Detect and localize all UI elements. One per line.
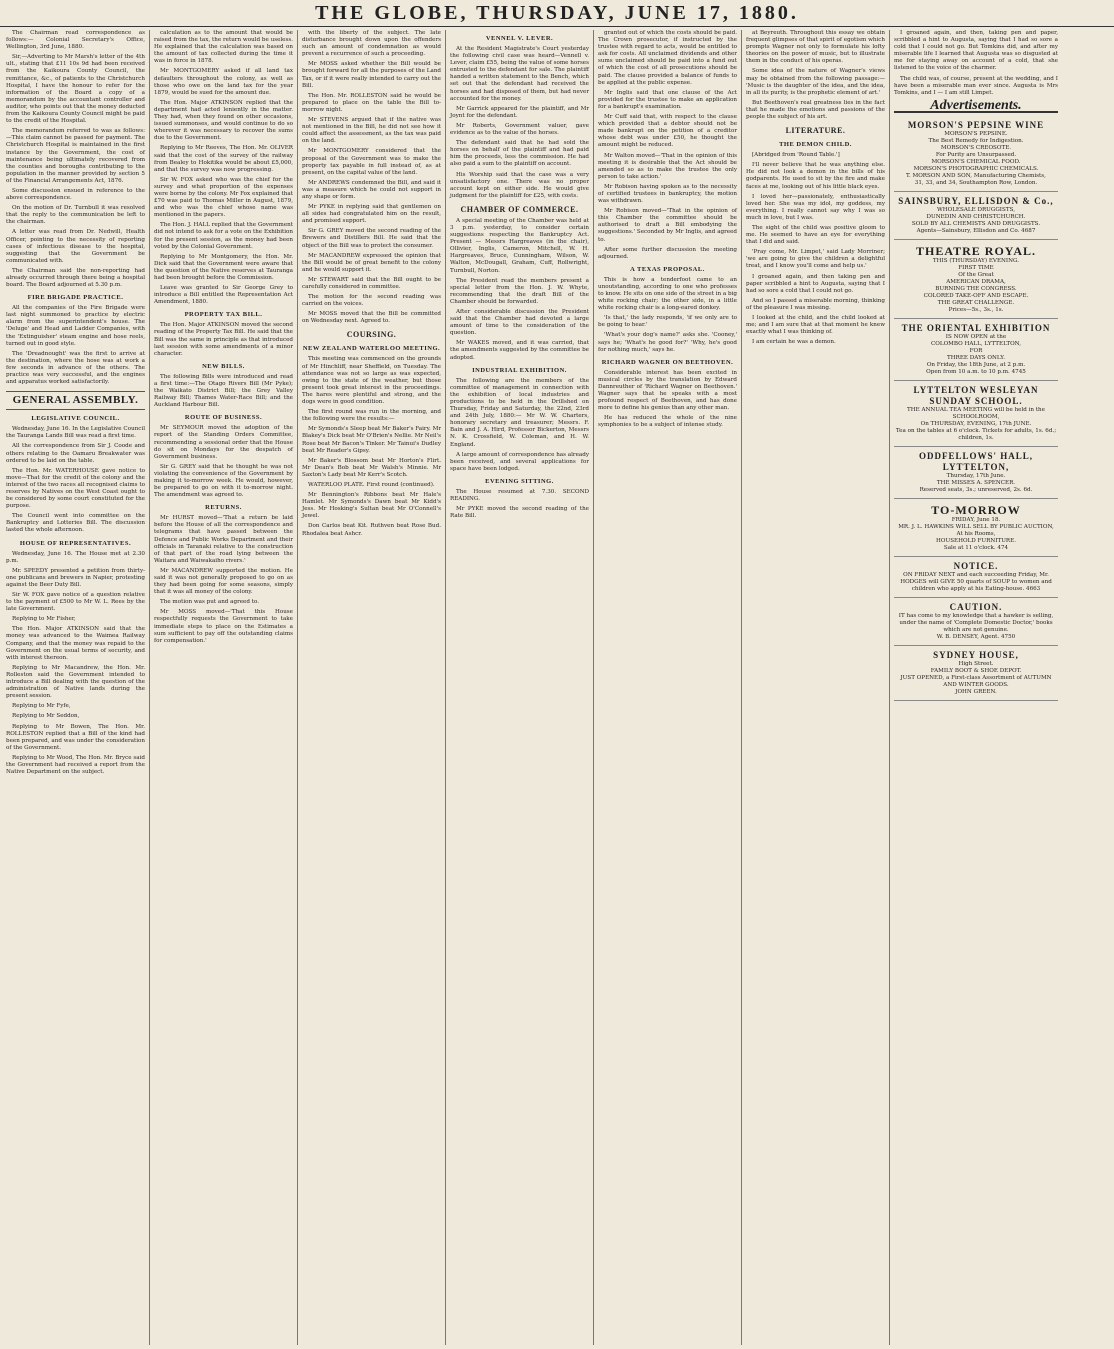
article-paragraph: The following Bills were introduced and read a first time:—The Otago Rivers Bill (Mr Pyke); the Waikato District Bill; the Grey Valley Railway Bill; Thames Water-Race Bill; and the Auckland Harbour Bill. [154, 373, 293, 409]
article-paragraph: Mr Robison moved—'That in the opinion of this Chamber the committee should be authorised to draft a Bill embodying the suggestions.' Seconded by Mr Inglis, and agreed to. [598, 208, 737, 243]
advertisement-line: MR. J. L. HAWKINS WILL SELL BY PUBLIC AUCTION, [898, 523, 1054, 530]
article-paragraph: The child was, of course, present at the wedding, and I have been a miserable man ever since. Augusta is Mrs Tomkins, and I — I am still Limpet. [894, 75, 1058, 96]
columns [2, 30, 1112, 1345]
advertisement-line: SCHOOLROOM, [952, 413, 1000, 420]
article-paragraph: [Abridged from 'Round Table.'] [752, 152, 840, 159]
article-paragraph: Sir W. FOX asked who was the chief for the survey and what proportion of the expenses were borne by the colony. Mr Fox explained that £70 was paid to Thomas Miller in August, 1879, and who was the chief whose name was mentioned in the papers. [154, 176, 293, 219]
article-paragraph: Leave was granted to Sir George Grey to introduce a Bill entitled the Representation Act Amendment, 1880. [154, 285, 293, 306]
advertisement-title: THE ORIENTAL EXHIBITION [901, 322, 1051, 333]
article-paragraph: Replying to Mr Reeves, The Hon. Mr. OLIVER said that the cost of the survey of the railway from Bealey to Hokitika would be about £5,000, and that the survey was now progressing. [154, 145, 293, 173]
advertisement-line: Agents—Sainsbury, Ellisdon and Co. 4687 [916, 227, 1036, 234]
article-paragraph: The first round was run in the morning, and the following were the results:— [302, 409, 441, 423]
article-paragraph: A letter was read from Dr. Nedwill, Health Officer, pointing to the necessity of reporting cases of infectious disease to the hospital, suggesting that the Government be communicated with. [6, 229, 145, 264]
article-paragraph: I looked at the child, and the child looked at me; and I am sure that at that moment he knew exactly what I was thinking of. [746, 315, 885, 336]
advertisement-title: TO-MORROW [931, 502, 1021, 517]
article-paragraph: calculation as to the amount that would be raised from the tax, the return would be useless. He explained that the calculation was based on the amount of tax collected during the time it was in force in 1878. [154, 30, 293, 65]
advertisement-line: HOUSEHOLD FURNITURE. [936, 537, 1016, 544]
advertisement [894, 240, 1058, 319]
advertisement-line: BURNING THE CONGRESS. [935, 285, 1017, 292]
article-paragraph: The following are the members of the committee of management in connection with the exhibition of local industries and productions to be held in the Drillshed on Thursday, Friday and Saturday, the 22nd, 23rd and 24th July, 1880:— Mr W. W. Charters, honorary secretary and treasurer; Messrs. F. Bain and J. A. Hird, Professor Bickerton, Messrs N. K. Crossfield, W. Coleman, and H. W. England. [450, 377, 589, 448]
article-paragraph: 'Is that,' the lady responds, 'if we only are to be going to hear.' [598, 315, 737, 329]
advertisement-line: MORSON'S CREOSOTE. [940, 144, 1012, 151]
article-paragraph: After some further discussion the meeting adjourned. [598, 246, 737, 260]
advertisement-title: CAUTION. [949, 601, 1003, 612]
advertisement [894, 192, 1058, 240]
advertisement [894, 557, 1058, 598]
article-paragraph: This is how a tenderfoot came to an unoutstanding, according to one who professes to know. He sits on one side of the street in a big white rocking chair; the other side, in a little white rocking chair is a long-eared donkey. [598, 276, 737, 312]
advertisement-line: Of the Great [958, 271, 994, 278]
article-paragraph: Replying to Mr Bowen, The Hon. Mr. ROLLESTON replied that a Bill of the kind had been prepared, and was under the consideration of the Government. [6, 723, 145, 751]
advertisement-line: FAMILY BOOT & SHOE DEPOT. [930, 667, 1022, 674]
article-paragraph: Mr PYKE moved the second reading of the Rate Bill. [450, 506, 589, 520]
article-paragraph: Mr Roberts, Government valuer, gave evidence as to the value of the horses. [450, 122, 589, 137]
article-heading: A TEXAS PROPOSAL. [630, 265, 705, 273]
article-paragraph: 'What's your dog's name?' asks she. 'Cooney,' says he; 'What's he good for?' 'Why, he's good for nothing much,' says he. [598, 332, 737, 353]
article-heading: NEW BILLS. [202, 362, 245, 370]
article-paragraph: The Council went into committee on the Bankruptcy and Lotteries Bill. The discussion lasted the whole afternoon. [6, 513, 145, 534]
article-paragraph: Replying to Mr Fyfe, [12, 703, 71, 710]
article-paragraph: Wednesday, June 16. The House met at 2.30 p.m. [6, 550, 145, 564]
advertisement-line: JOHN GREEN. [955, 688, 997, 695]
article-heading: THE DEMON CHILD. [779, 141, 852, 149]
advertisement-title: LYTTELTON WESLEYAN SUNDAY SCHOOL. [913, 384, 1039, 406]
article-heading: NEW ZEALAND WATERLOO MEETING. [302, 345, 441, 353]
advertisement-title: NOTICE. [953, 560, 999, 571]
article-paragraph: At the Resident Magistrate's Court yesterday the following civil case was heard—Vennell v. Lever, claim £55, being the value of some horses entrusted to the defendant for sale. The plaintiff handed a written statement to the Bench, which set out that the defendant had received the horses and had disposed of them, but had never accounted for the money. [450, 46, 589, 102]
advertisement-line: COLOMBO HALL, LYTTELTON, [931, 340, 1021, 347]
advertisement-line: THIS (THURSDAY) EVENING. [932, 257, 1020, 264]
article-paragraph: The defendant said that he had sold the horses on behalf of the plaintiff and had paid him the proceeds, less the commission. He had also paid a sum to the plaintiff on account. [450, 140, 589, 168]
article-paragraph: A special meeting of the Chamber was held at 3 p.m. yesterday, to consider certain suggestions respecting the Bankruptcy Act. Present — Messrs Hargreaves (in the chair), Ollivier, Inglis, Cameron, Mitchell, W. H. Hargreaves, Bruce, Cunningham, Wilson, W. Walton, McDougall, Graham, Cuff, Rollwright, Turnbull, Norton. [450, 217, 589, 274]
article-paragraph: And so I passed a miserable morning, thinking of the pleasure I was missing. [746, 297, 885, 311]
article-paragraph: The Hon. Mr. WATERHOUSE gave notice to move—That for the credit of the colony and the interest of the two races all recognised claims to reserves by Natives on the West Coast ought to be considered by some court constituted for the purpose. [6, 467, 145, 510]
advertisement-line: Reserved seats, 3s.; unreserved, 2s. 6d. [919, 486, 1033, 493]
article-paragraph: Mr STEWART said that the Bill ought to be carefully considered in committee. [302, 276, 441, 290]
article-paragraph: Sir W. FOX gave notice of a question relative to the payment of £500 to Mr W. L. Rees by the late Government. [6, 592, 145, 613]
article-paragraph: The Hon. Major ATKINSON said that the money was advanced to the Waimea Railway Company, and that the money was repaid to the Government on the usual terms of security, and with interest thereon. [6, 626, 145, 661]
article-paragraph: I am certain he was a demon. [752, 339, 836, 346]
article-heading: COURSING. [346, 330, 397, 340]
article-paragraph: The motion was put and agreed to. [160, 599, 260, 606]
article-paragraph: I loved her—passionately, enthusiastically loved her. She was my idol, my goddess, my everything. I really cannot say why I was so much in love, but I was. [746, 193, 885, 221]
advertisement-line: DUNEDIN AND CHRISTCHURCH. [926, 213, 1026, 220]
article-paragraph: Mr. SPEEDY presented a petition from thirty-one publicans and brewers in Napier, protesting against the Beer Duty Bill. [6, 567, 145, 588]
advertisement-line: Open from 10 a.m. to 10 p.m. 4745 [926, 368, 1026, 375]
article-heading: LEGISLATIVE COUNCIL. [31, 415, 120, 423]
article-paragraph: with the liberty of the subject. The late disturbance brought down upon the offenders such an amount of condemnation as would prevent a recurrence of such a proceeding. [302, 30, 441, 58]
advertisement-title: SAINSBURY, ELLISDON & Co., [898, 195, 1054, 206]
masthead [0, 0, 1114, 27]
article-paragraph: Mr Symonds's Sleep beat Mr Baker's Fairy. Mr Blakey's Dick beat Mr O'Brien's Nellie. Mr Neil's Rose beat Mr Bacon's Tinker. Mr Tainui's Dudley beat Mr Reader's Gipsy. [302, 426, 441, 454]
advertisement-line: THREE DAYS ONLY. [947, 354, 1005, 361]
article-paragraph: Replying to Mr Seddon, [12, 713, 80, 720]
article-heading: PROPERTY TAX BILL. [184, 311, 263, 319]
advertisement-title: SYDNEY HOUSE, [933, 649, 1019, 660]
article-paragraph: Some discussion ensued in reference to the above correspondence. [6, 187, 145, 202]
masthead-title: THE GLOBE, THURSDAY, JUNE 17, 1880. [315, 1, 799, 24]
advertisement-line: Thursday, 17th June. [946, 472, 1006, 479]
advertisement-line: On Friday, the 18th June, at 2 p.m. [926, 361, 1026, 368]
article-paragraph: The Chairman said the non-reporting had already occurred through there being a hospital board. The Board adjourned at 5.30 p.m. [6, 267, 145, 289]
article-heading: EVENING SITTING. [485, 477, 554, 485]
advertisement-line: COLORED TAKE-OFF AND ESCAPE. [923, 292, 1029, 299]
advertisement [894, 499, 1058, 557]
advertisement-title: THEATRE ROYAL. [915, 243, 1037, 258]
column-1 [2, 30, 150, 1345]
advertisement-line: High Street. [958, 660, 994, 667]
advertisements-heading: Advertisements. [894, 100, 1058, 113]
advertisement-line: The Best Remedy for Indigestion. [928, 137, 1024, 144]
advertisement-line: 31, 33, and 34, Southampton Row, London. [914, 179, 1038, 186]
advertisement-line: FIRST TIME [958, 264, 994, 271]
advertisement-line: IS NOW OPEN at the [945, 333, 1007, 340]
advertisement-line: JUST OPENED, a First-class Assortment of AUTUMN AND WINTER GOODS. [900, 674, 1052, 688]
advertisement-line: T. MORSON AND SON, Manufacturing Chemists, [906, 172, 1046, 179]
article-paragraph: granted out of which the costs should be paid. The Crown prosecutor, if instructed by the trustee with regard to acts, would be entitled to ask for costs. All unclaimed dividends and other sums unclaimed should be paid into a fund out of which the cost of all prosecutions should be paid. The clause provided a balance of funds to be applied at the public expense. [598, 30, 737, 86]
article-paragraph: Replying to Mr Fisher, [12, 616, 76, 623]
column-5 [594, 30, 742, 1345]
article-paragraph: Some idea of the nature of Wagner's views may be obtained from the following passage:— 'Music is the daughter of the idea, and the idea, in all its purity, is the prophetic element of art.' [746, 68, 885, 96]
article-paragraph: Mr PYKE in replying said that gentlemen on all sides had congratulated him on the result, and promised support. [302, 204, 441, 225]
advertisement-title: MORSON'S PEPSINE WINE [907, 119, 1045, 130]
article-heading: VENNEL V. LEVER. [485, 35, 554, 42]
article-paragraph: Replying to Mr Montgomery, the Hon. Mr. Dick said that the Government were aware that the question of the Native reserves at Tauranga had been brought before the Commission. [154, 253, 293, 281]
article-paragraph: Mr Garrick appeared for the plaintiff, and Mr Joynt for the defendant. [450, 105, 589, 119]
advertisement-line: IT has come to my knowledge that a hawker is selling, under the name of 'Complete Domestic Doctor,' books which are not genuine. [898, 612, 1054, 633]
article-paragraph: Mr MONTGOMERY asked if all land tax defaulters throughout the colony, as well as those who owe on the land tax for the year 1879, would be sued for the amount due. [154, 68, 293, 96]
article-paragraph: Mr MACANDREW expressed the opinion that the Bill would be of great benefit to the colony and he would support it. [302, 252, 441, 273]
column-4 [446, 30, 594, 1345]
article-paragraph: The memorandum referred to was as follows:—This claim cannot be passed for payment. The Christchurch Hospital is maintained in the first instance by the Government, the cost of maintenance being ultimately recovered from the counties and boroughs contributing to the population in the manner provided by section 5 of the Financial Arrangements Act, 1876. [6, 128, 145, 184]
article-paragraph: I groaned again, and then taking pen and paper scribbled a hint to Augusta, saying that I had so sore a cold that I could not go. [746, 273, 885, 294]
article-heading: GENERAL ASSEMBLY. [6, 391, 145, 410]
article-paragraph: His Worship said that the case was a very unsatisfactory one. There was no proper account kept on either side. He would give judgment for the plaintiff for £25, with costs. [450, 171, 589, 199]
advertisement-line: MORSON'S PHOTOGRAPHIC CHEMICALS. [913, 165, 1039, 172]
article-paragraph: Mr WAKES moved, and it was carried, that the amendments suggested by the committee be adopted. [450, 340, 589, 361]
article-paragraph: The President read the members present a special letter from the Hon. J. W. Whyte, recommending that the draft Bill of the Chamber should be forwarded. [450, 277, 589, 305]
article-paragraph: Mr Cuff said that, with respect to the clause which provided that a debtor should not be made bankrupt on the petition of a creditor whose debt was under £50, he thought the amount might be reduced. [598, 114, 737, 149]
advertisement-line: WHOLESALE DRUGGISTS, [937, 206, 1015, 213]
article-paragraph: Mr MACANDREW supported the motion. He said it was not generally proposed to go on as they had been going for some seasons, simply that it was all money of the colony. [154, 567, 293, 596]
article-paragraph: After considerable discussion the President said that the Chamber had devoted a large amount of time to the consideration of the question. [450, 309, 589, 337]
article-paragraph: WATERLOO PLATE. First round (continued). [308, 481, 435, 488]
article-heading: RICHARD WAGNER ON BEETHOVEN. [601, 358, 734, 366]
article-paragraph: Sir G. GREY said that he thought he was not violating the convenience of the Government by making it to-morrow week. He would, however, be prepared to go on with it to-morrow night. The amendment was agreed to. [154, 463, 293, 499]
article-paragraph: I'll never believe that he was anything else. He did not look a demon in the bills of his godparents. He used to sit by the fire and make faces at me, looking out of his little black eyes. [746, 162, 885, 190]
article-paragraph: The sight of the child was positive gloom to me. He seemed to have an eye for everything that I did and said. [746, 224, 885, 246]
advertisement-line: ON FRIDAY NEXT and each succeeding Friday, Mr. HODGES will GIVE 50 quarts of SOUP to women and children who apply at his Eating-house. 4663 [900, 571, 1052, 592]
article-paragraph: The Chairman read correspondence as follows:— Colonial Secretary's Office, Wellington, 3rd June, 1880. [6, 30, 145, 51]
advertisement-line: MORSON'S PEPSINE. [944, 130, 1008, 137]
article-heading: ROUTE OF BUSINESS. [184, 414, 263, 422]
advertisement-line: Prices—5s., 3s., 1s. [948, 306, 1004, 313]
article-heading: HOUSE OF REPRESENTATIVES. [19, 539, 132, 547]
advertisement-line: FRIDAY, June 18. [951, 516, 1001, 523]
article-heading: CHAMBER OF COMMERCE. [460, 204, 579, 214]
advertisement-line: SOLD BY ALL CHEMISTS AND DRUGGISTS. [911, 220, 1041, 227]
advertisement [894, 646, 1058, 701]
advertisement [894, 598, 1058, 646]
article-paragraph: All the companies of the Fire Brigade were last night summoned to practice by electric alarm from the superintendent's house. The 'Deluge' and Head and Ladder Companies, with the 'Extinguisher' steam engine and hose reels, turned out in good style. [6, 305, 145, 347]
article-paragraph: A large amount of correspondence has already been received, and several applications for space have been lodged. [450, 451, 589, 472]
advertisement [894, 447, 1058, 499]
article-paragraph: Mr Inglis said that one clause of the Act provided for the trustee to make an application for a bankrupt's examination. [598, 89, 737, 110]
advertisement-line: Sale at 11 o'clock. 474 [943, 544, 1009, 551]
article-paragraph: Mr Baker's Blossom beat Mr Horton's Flirt. Mr Dean's Bob beat Mr Walsh's Minnie. Mr Saxton's Lady beat Mr Kerr's Scotch. [302, 457, 441, 478]
article-heading: RETURNS. [205, 504, 242, 512]
advertisement-line: MORSON'S CHEMICAL FOOD. [931, 158, 1021, 165]
article-paragraph: All the correspondence from Sir J. Coode and others relating to the Oamaru Breakwater was ordered to be laid on the table. [6, 443, 145, 464]
article-paragraph: The 'Dreadnought' was the first to arrive at the destination, where the hose was at work a few seconds in advance of the others. The practice was very successful, and the engines and apparatus worked satisfactorily. [6, 350, 145, 386]
article-heading: LITERATURE. [785, 126, 846, 136]
article-paragraph: 'Pray come, Mr. Limpet,' said Lady Morriner; 'we are going to give the children a delightful treat, and I know you'll come and help us.' [746, 249, 885, 270]
article-paragraph: Mr MOSS asked whether the Bill would be brought forward for all the purposes of the Land Tax, or if it were really intended to carry out the Bill. [302, 61, 441, 89]
article-paragraph: Mr ANDREWS condemned the Bill, and said it was a measure which he could not support in any shape or form. [302, 179, 441, 200]
article-paragraph: On the motion of Dr. Turnbull it was resolved that the reply to the communication be left to the chairman. [6, 205, 145, 226]
article-heading: FIRE BRIGADE PRACTICE. [27, 294, 124, 302]
advertisement-line: THE MISSES A. SPENCER. [936, 479, 1016, 486]
advertisement-line: THE GREAT CHALLENGE. [937, 299, 1015, 306]
advertisement-line: THE ANNUAL TEA MEETING will be held in the [907, 406, 1045, 413]
article-paragraph: Mr SEYMOUR moved the adoption of the report of the Standing Orders Committee, recommending a sessional order that the House do sit on Mondays for the despatch of Government business. [154, 425, 293, 460]
article-paragraph: But Beethoven's real greatness lies in the fact that he made the emotions and passions of the people the subject of his art. [746, 99, 885, 121]
article-paragraph: Wednesday, June 16. In the Legislative Council the Tauranga Lands Bill was read a first time. [6, 426, 145, 440]
article-paragraph: I groaned again, and then, taking pen and paper, scribbled a hint to Augusta, saying that I had so sore a cold that I could not go. But Tomkins did, and after my miserable life I learned that Augusta was so disgusted at me for staying away on account of a cold, that she listened to the voice of the charmer. [894, 30, 1058, 72]
article-paragraph: The Hon. Mr. ROLLESTON said he would be prepared to place on the table the Bill to-morrow night. [302, 92, 441, 113]
advertisement [894, 381, 1058, 447]
advertisement-line: On THURSDAY, EVENING, 17th JUNE. [920, 420, 1032, 427]
column-7 [890, 30, 1062, 1345]
article-paragraph: Mr Walton moved—'That in the opinion of this meeting it is desirable that the Act should be amended so as to make the trustee the only person to take action.' [598, 152, 737, 180]
article-paragraph: Replying to Mr Wood, The Hon. Mr. Bryce said the Government had received a report from the Native Department on the subject. [6, 754, 145, 776]
article-paragraph: The House resumed at 7.30. SECOND READING. [450, 488, 589, 502]
article-paragraph: Mr MOSS moved—'That this House respectfully requests the Government to take immediate steps to place on the Estimates a sum sufficient to pay off the outstanding claims for compensation.' [154, 609, 293, 644]
advertisement-line: For Purity are Unsurpassed. [935, 151, 1017, 158]
article-paragraph: The Hon. J. HALL replied that the Government did not intend to ask for a vote on the Exhibition for the present session, as the money had been voted by the Colonial Government. [154, 222, 293, 250]
advertisement-line: Tea on the tables at 6 o'clock. Tickets for adults, 1s. 6d.; children, 1s. [895, 427, 1057, 441]
advertisement-line: FOR [969, 347, 983, 354]
advertisement-line: At his Rooms, [956, 530, 996, 537]
advertisement [894, 319, 1058, 381]
advertisement-line: W. B. DENSEY, Agent. 4750 [936, 633, 1016, 640]
article-paragraph: Mr MOSS moved that the Bill be committed on Wednesday next. Agreed to. [302, 311, 441, 325]
article-paragraph: Mr STEVENS argued that if the native was not mentioned in the Bill, he did not see how it could affect the assessment, as the tax was paid on the land. [302, 117, 441, 145]
article-paragraph: Don Carlos beat Kit. Ruthven beat Rose Bud. Rhodalea beat Ashcr. [302, 523, 441, 537]
article-paragraph: This meeting was commenced on the grounds of Mr Hinchliff, near Sheffield, on Tuesday. The attendance was not so large as was expected, owing to the state of the weather, but those present took great interest in the proceedings. The hares were plentiful and strong, and the dogs were in good condition. [302, 356, 441, 406]
article-paragraph: The motion for the second reading was carried on the voices. [302, 294, 441, 308]
column-3 [298, 30, 446, 1345]
article-paragraph: The Hon. Major ATKINSON moved the second reading of the Property Tax Bill. He said that the Bill was the same in principle as that introduced last session with some amendments of a minor character. [154, 322, 293, 357]
advertisement [894, 116, 1058, 192]
advertisement-line: AMERICAN DRAMA, [946, 278, 1006, 285]
article-paragraph: Mr MONTGOMERY considered that the proposal of the Government was to make the property tax payable in full instead of, as at present, on the capital value of the land. [302, 148, 441, 176]
article-paragraph: Sir G. GREY moved the second reading of the Brewers and Distillers Bill. He said that the object of the Bill was to protect the consumer. [302, 228, 441, 249]
article-paragraph: Sir,—Adverting to Mr Marsh's letter of the 4th ult., stating that £11 10s 9d had been received from the Kaikoura County Council, the remittance, &c., of patients to the Christchurch Hospital, I have the honour to refer for the information of the Board a copy of a memorandum by the accountant controller and auditor, who points out that the money deducted from the Kaikoura County Council might be paid to the credit of the Hospital. [6, 54, 145, 125]
article-paragraph: The Hon. Major ATKINSON replied that the department had acted leniently in the matter. They had, when they found on other occasions, issued summonses, and would continue to do so wherever it was necessary to recover the sums due to the Government. [154, 99, 293, 142]
article-paragraph: Considerable interest has been excited in musical circles by the translation by Edward Dannreuther of 'Richard Wagner on Beethoven.' Wagner says that he speaks with a most profound respect of Beethoven, and has done more to define his genius than any other man. [598, 369, 737, 412]
column-2 [150, 30, 298, 1345]
advertisement-title: ODDFELLOWS' HALL, LYTTELTON, [918, 450, 1034, 472]
article-paragraph: Replying to Mr Macandrew, the Hon. Mr. Rolleston said the Government intended to introduce a Bill dealing with the question of the administration of Native lands during the present session. [6, 664, 145, 700]
article-paragraph: Mr Bennington's Ribbons beat Mr Hale's Hamlet. Mr Symonds's Dawn beat Mr Kidd's Jess. Mr Hosking's Sultan beat Mr O'Connell's Jewel. [302, 492, 441, 520]
article-paragraph: He has reduced the whole of the nine symphonies to be a subject of intense study. [598, 415, 737, 429]
column-6 [742, 30, 890, 1345]
article-paragraph: Mr Robison having spoken as to the necessity of certified trustees in bankruptcy, the motion was withdrawn. [598, 183, 737, 205]
article-heading: INDUSTRIAL EXHIBITION. [472, 366, 567, 374]
article-paragraph: Mr HURST moved—'That a return be laid before the House of all the correspondence and telegrams that have passed between the Defence and Public Works Department and their officials in Taranaki relative to the construction of that part of the road lying between the Waitara and Waiwakaiho rivers.' [154, 515, 293, 564]
article-paragraph: at Beyreuth. Throughout this essay we obtain frequent glimpses of that spirit of egotism which prompts Wagner not only to formulate his lofty theories on the power of music, but to illustrate them in the conduct of his operas. [746, 30, 885, 65]
